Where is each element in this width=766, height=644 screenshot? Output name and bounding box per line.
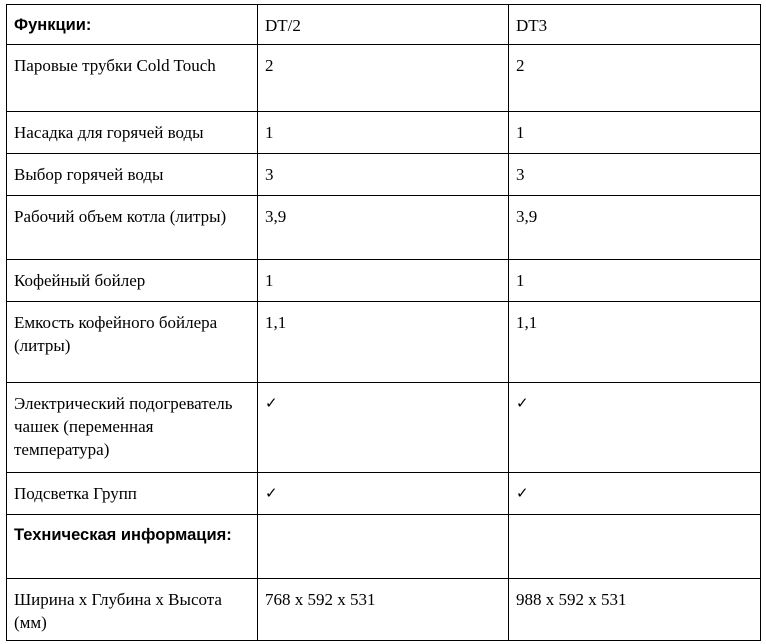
table-row xyxy=(7,45,761,112)
spec-table xyxy=(6,4,761,641)
row-value-dt2: 3 xyxy=(258,154,509,196)
row-value-dt3: 1 xyxy=(509,260,761,302)
row-label: Емкость кофейного бойлера (литры) xyxy=(7,302,258,383)
empty-cell xyxy=(258,515,509,579)
header-row xyxy=(7,5,761,45)
row-value-dt2: 2 xyxy=(258,45,509,112)
row-label: Кофейный бойлер xyxy=(7,260,258,302)
spec-table-container xyxy=(6,4,761,641)
row-value-dt2: 1 xyxy=(258,112,509,154)
row-value-dt3: 988 x 592 x 531 xyxy=(509,579,761,641)
header-dt3-cell: DT3 xyxy=(509,5,761,45)
row-label: Насадка для горячей воды xyxy=(7,112,258,154)
section-heading: Техническая информация: xyxy=(7,515,258,579)
row-label: Подсветка Групп xyxy=(7,473,258,515)
table-row xyxy=(7,383,761,473)
table-row xyxy=(7,473,761,515)
empty-cell xyxy=(509,515,761,579)
table-row xyxy=(7,260,761,302)
row-value-dt3: 1,1 xyxy=(509,302,761,383)
checkmark-icon: ✓ xyxy=(509,473,761,515)
checkmark-icon: ✓ xyxy=(258,383,509,473)
row-label: Рабочий объем котла (литры) xyxy=(7,196,258,260)
row-value-dt3: 3,9 xyxy=(509,196,761,260)
row-value-dt3: 3 xyxy=(509,154,761,196)
row-label: Паровые трубки Cold Touch xyxy=(7,45,258,112)
checkmark-icon: ✓ xyxy=(258,473,509,515)
row-value-dt2: 1 xyxy=(258,260,509,302)
checkmark-icon: ✓ xyxy=(509,383,761,473)
header-dt2-cell: DT/2 xyxy=(258,5,509,45)
row-label: Электрический подогреватель чашек (переменная температура) xyxy=(7,383,258,473)
row-value-dt2: 3,9 xyxy=(258,196,509,260)
table-row xyxy=(7,196,761,260)
row-label: Выбор горячей воды xyxy=(7,154,258,196)
table-row xyxy=(7,112,761,154)
section-row xyxy=(7,515,761,579)
table-row xyxy=(7,154,761,196)
row-label: Ширина х Глубина х Высота (мм) xyxy=(7,579,258,641)
table-row xyxy=(7,579,761,641)
row-value-dt2: 768 x 592 x 531 xyxy=(258,579,509,641)
header-functions-cell: Функции: xyxy=(7,5,258,45)
table-row xyxy=(7,302,761,383)
row-value-dt3: 2 xyxy=(509,45,761,112)
row-value-dt3: 1 xyxy=(509,112,761,154)
row-value-dt2: 1,1 xyxy=(258,302,509,383)
